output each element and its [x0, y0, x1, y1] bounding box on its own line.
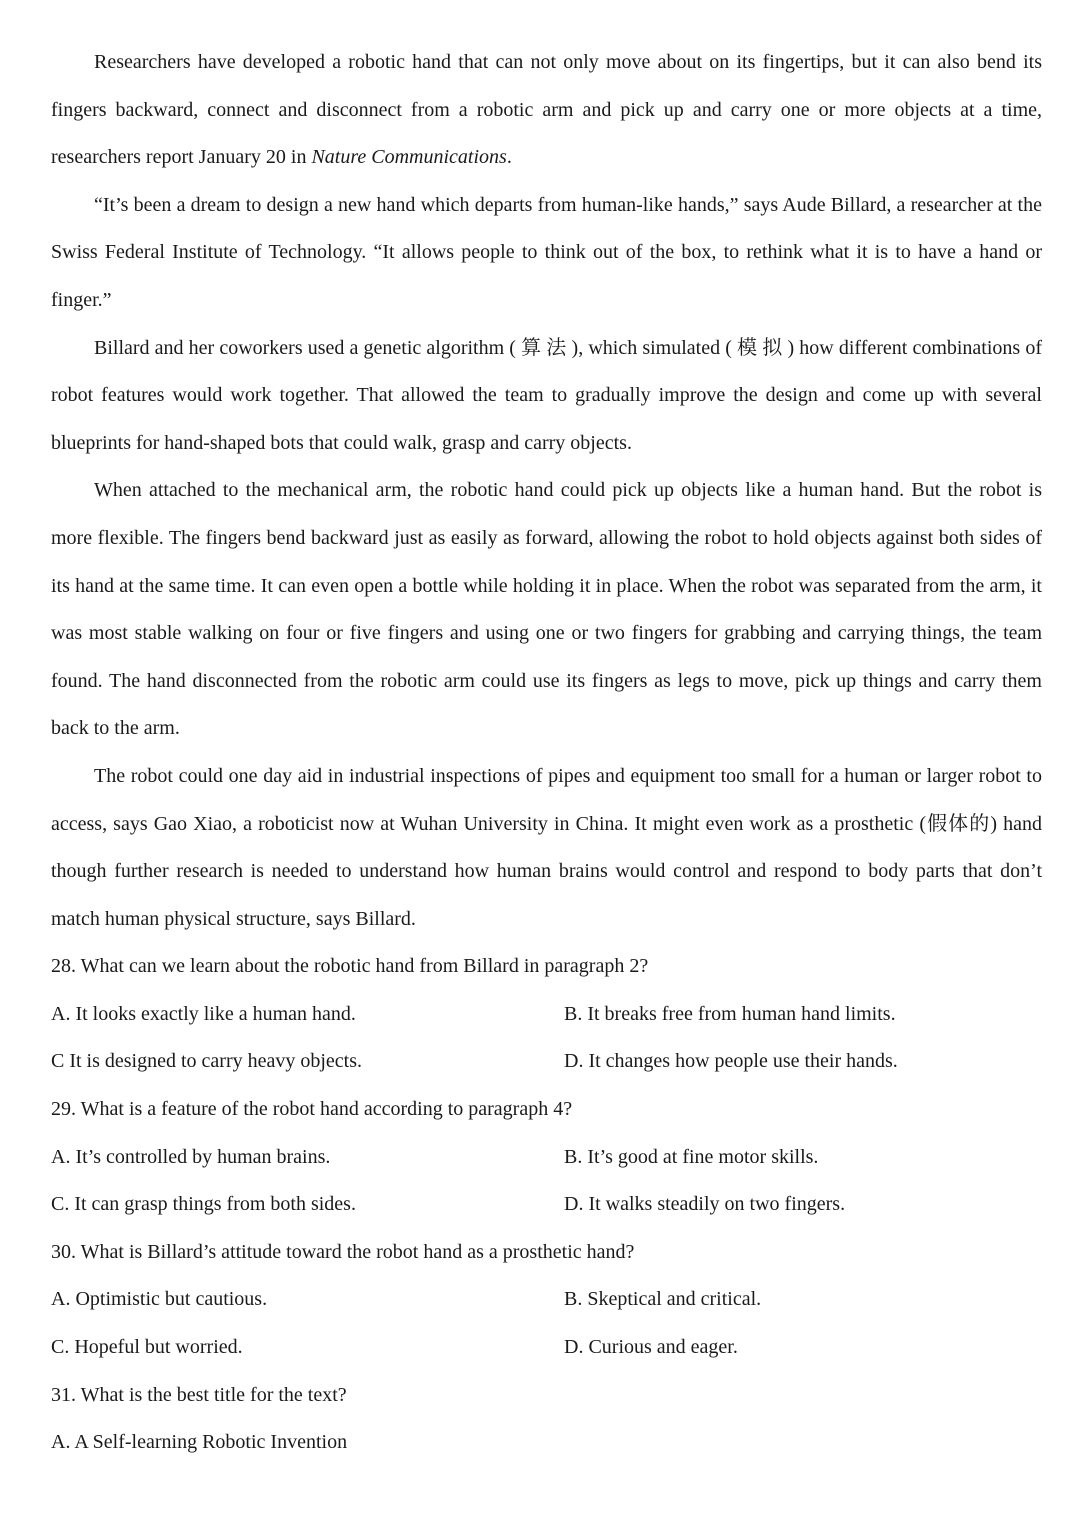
question-29-stem: 29. What is a feature of the robot hand according to paragraph 4? — [51, 1098, 573, 1121]
q28-option-a: A. It looks exactly like a human hand. — [51, 1002, 356, 1025]
paragraph-5: The robot could one day aid in industrial inspections of pipes and equipment too small for a human or larger robot to access, says Gao Xiao, a roboticist now at Wuhan University in China. It might even work as a prosthetic (假体的) hand though further research is needed to understand how human brains would control and respond to body parts that don’t match human physical structure, says Billard. — [51, 764, 1042, 930]
question-28-stem: 28. What can we learn about the robotic hand from Billard in paragraph 2? — [51, 955, 649, 978]
q30-option-a: A. Optimistic but cautious. — [51, 1288, 268, 1311]
journal-name: Nature Communications — [311, 146, 507, 169]
question-31-options-row-1 — [51, 1419, 1042, 1467]
q28-option-b: B. It breaks free from human hand limits. — [564, 1002, 896, 1025]
paragraph-3: Billard and her coworkers used a genetic algorithm ( 算 法 ), which simulated ( 模 拟 ) how different combinations of robot features would work together. That allowed the team to gradually improve the design and come up with several blueprints for hand-shaped bots that could walk, grasp and carry objects. — [51, 336, 1042, 454]
question-28-options-row-1 — [51, 991, 1042, 1039]
question-30-stem: 30. What is Billard’s attitude toward the robot hand as a prosthetic hand? — [51, 1240, 635, 1263]
q29-option-b: B. It’s good at fine motor skills. — [564, 1145, 819, 1168]
paragraph-1: Researchers have developed a robotic hand that can not only move about on its fingertips, but it can also bend its fingers backward, connect and disconnect from a robotic arm and pick up and carry one or more objects at a time, researchers report January 20 in Nature Communications. — [51, 51, 1042, 169]
question-30-options-row-1 — [51, 1276, 1042, 1324]
question-28-options-row-2 — [51, 1038, 1042, 1086]
question-30-options-row-2 — [51, 1324, 1042, 1372]
q30-option-b: B. Skeptical and critical. — [564, 1288, 762, 1311]
paragraph-4: When attached to the mechanical arm, the robotic hand could pick up objects like a human hand. But the robot is more flexible. The fingers bend backward just as easily as forward, allowing the robot to hold objects against both sides of its hand at the same time. It can even open a bottle while holding it in place. When the robot was separated from the arm, it was most stable walking on four or five fingers and using one or two fingers for grabbing and carrying things, the team found. The hand disconnected from the robotic arm could use its fingers as legs to move, pick up things and carry them back to the arm. — [51, 479, 1042, 740]
q31-option-a: A. A Self-learning Robotic Invention — [51, 1431, 348, 1454]
q30-option-c: C. Hopeful but worried. — [51, 1336, 243, 1359]
q29-option-d: D. It walks steadily on two fingers. — [564, 1193, 846, 1216]
question-31-stem: 31. What is the best title for the text? — [51, 1383, 347, 1406]
q30-option-d: D. Curious and eager. — [564, 1336, 738, 1359]
q28-option-c: C It is designed to carry heavy objects. — [51, 1050, 363, 1073]
q28-option-d: D. It changes how people use their hands. — [564, 1050, 898, 1073]
document-page — [51, 39, 1042, 1467]
q29-option-a: A. It’s controlled by human brains. — [51, 1145, 331, 1168]
paragraph-2: “It’s been a dream to design a new hand which departs from human-like hands,” says Aude Billard, a researcher at the Swiss Federal Institute of Technology. “It allows people to think out of the box, to rethink what it is to have a hand or finger.” — [51, 193, 1042, 311]
question-29-options-row-1 — [51, 1134, 1042, 1182]
q29-option-c: C. It can grasp things from both sides. — [51, 1193, 356, 1216]
question-29-options-row-2 — [51, 1181, 1042, 1229]
